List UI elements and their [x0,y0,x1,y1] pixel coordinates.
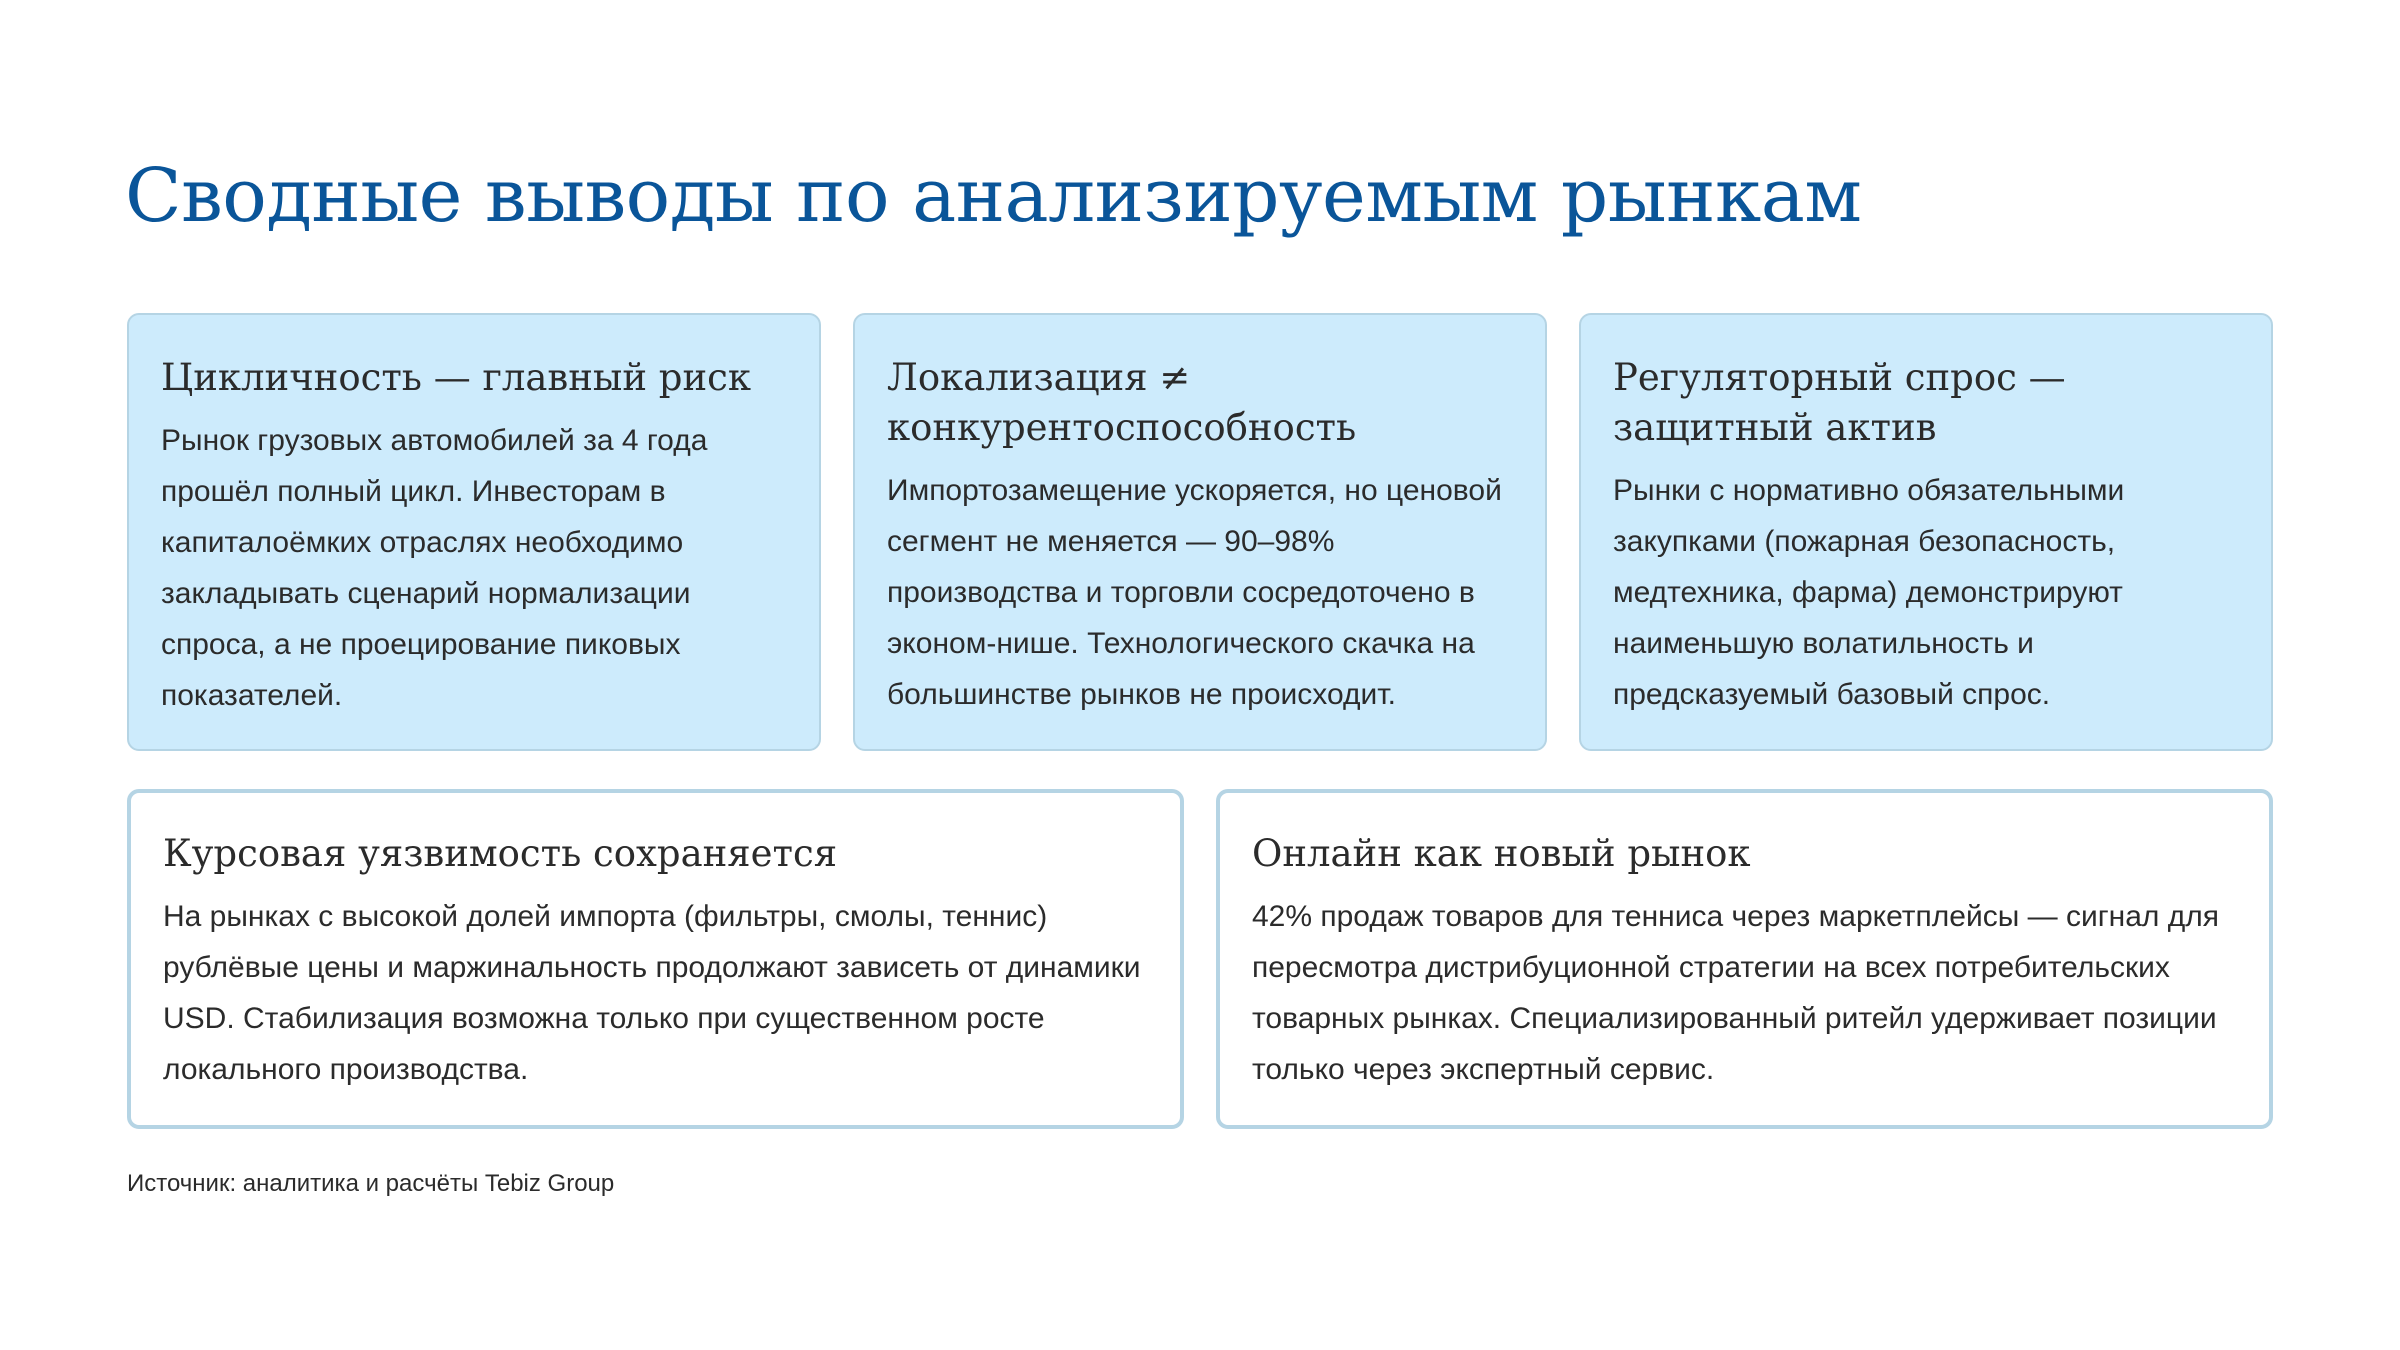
card-heading: Онлайн как новый рынок [1252,832,1751,875]
card-cyclicality [127,313,821,751]
card-heading: Курсовая уязвимость сохраняется [163,832,838,875]
source-note: Источник: аналитика и расчёты Tebiz Group [127,1170,615,1197]
card-body: Рынки с нормативно обязательными закупками (пожарная безопасность, медтехника, фарма) демонстрируют наименьшую волатильность и предсказуемый базовый спрос. [1613,474,2125,711]
card-body: На рынках с высокой долей импорта (фильтры, смолы, теннис) рублёвые цены и маржинальность продолжают зависеть от динамики USD. Стабилизация возможна только при существенном росте локального производства. [163,900,1141,1086]
card-online-market [1216,789,2273,1129]
card-regulatory-demand [1579,313,2273,751]
card-body: Рынок грузовых автомобилей за 4 года прошёл полный цикл. Инвесторам в капиталоёмких отраслях необходимо закладывать сценарий нормализации спроса, а не проецирование пиковых показателей. [161,424,708,712]
card-heading: Цикличность — главный риск [161,356,751,399]
card-heading: Локализация ≠ конкурентоспособность [887,356,1357,449]
bottom-cards-row [127,789,2273,1129]
card-heading: Регуляторный спрос — защитный актив [1613,356,2066,449]
card-currency-vulnerability [127,789,1184,1129]
card-body: 42% продаж товаров для тенниса через маркетплейсы — сигнал для пересмотра дистрибуционной стратегии на всех потребительских товарных рынках. Специализированный ритейл удерживает позиции только через экспертный сервис. [1252,900,2220,1086]
card-localization [853,313,1547,751]
top-cards-row [127,313,2273,751]
card-body: Импортозамещение ускоряется, но ценовой сегмент не меняется — 90–98% производства и торговли сосредоточено в эконом-нише. Технологического скачка на большинстве рынков не происходит. [887,474,1502,711]
page-title: Сводные выводы по анализируемым рынкам [125,153,1862,239]
